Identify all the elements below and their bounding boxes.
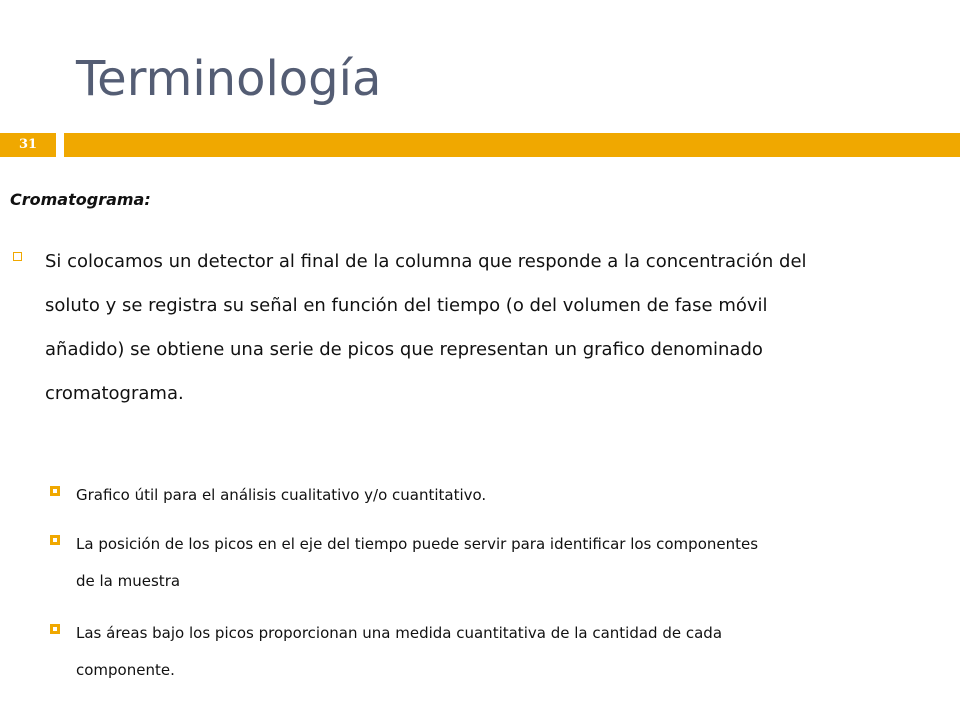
square-bullet-icon xyxy=(50,486,60,496)
sub-bullet-item xyxy=(50,615,950,689)
sub-bullet-text: Las áreas bajo los picos proporcionan una medida cuantitativa de la cantidad de cada componente. xyxy=(76,624,723,679)
title-underline-bar xyxy=(64,133,960,157)
section-subheading: Cromatograma: xyxy=(10,190,151,209)
sub-bullet-text: Grafico útil para el análisis cualitativo y/o cuantitativo. xyxy=(76,486,487,504)
square-bullet-icon xyxy=(50,535,60,545)
sub-bullet-item xyxy=(50,526,950,600)
sub-bullet-item xyxy=(50,477,950,514)
slide-title: Terminología xyxy=(76,51,382,107)
main-bullet-item xyxy=(10,240,950,416)
main-bullet-text: Si colocamos un detector al final de la columna que responde a la concentración del soluto y se registra su señal en función del tiempo (o del volumen de fase móvil añadido) se obtiene una serie de picos que representan un grafico denominado cromatograma. xyxy=(45,251,807,404)
sub-bullet-text: La posición de los picos en el eje del tiempo puede servir para identificar los componentes de la muestra xyxy=(76,535,759,590)
square-bullet-icon xyxy=(50,624,60,634)
hollow-square-bullet-icon xyxy=(13,252,22,261)
slide-number: 31 xyxy=(18,137,38,152)
